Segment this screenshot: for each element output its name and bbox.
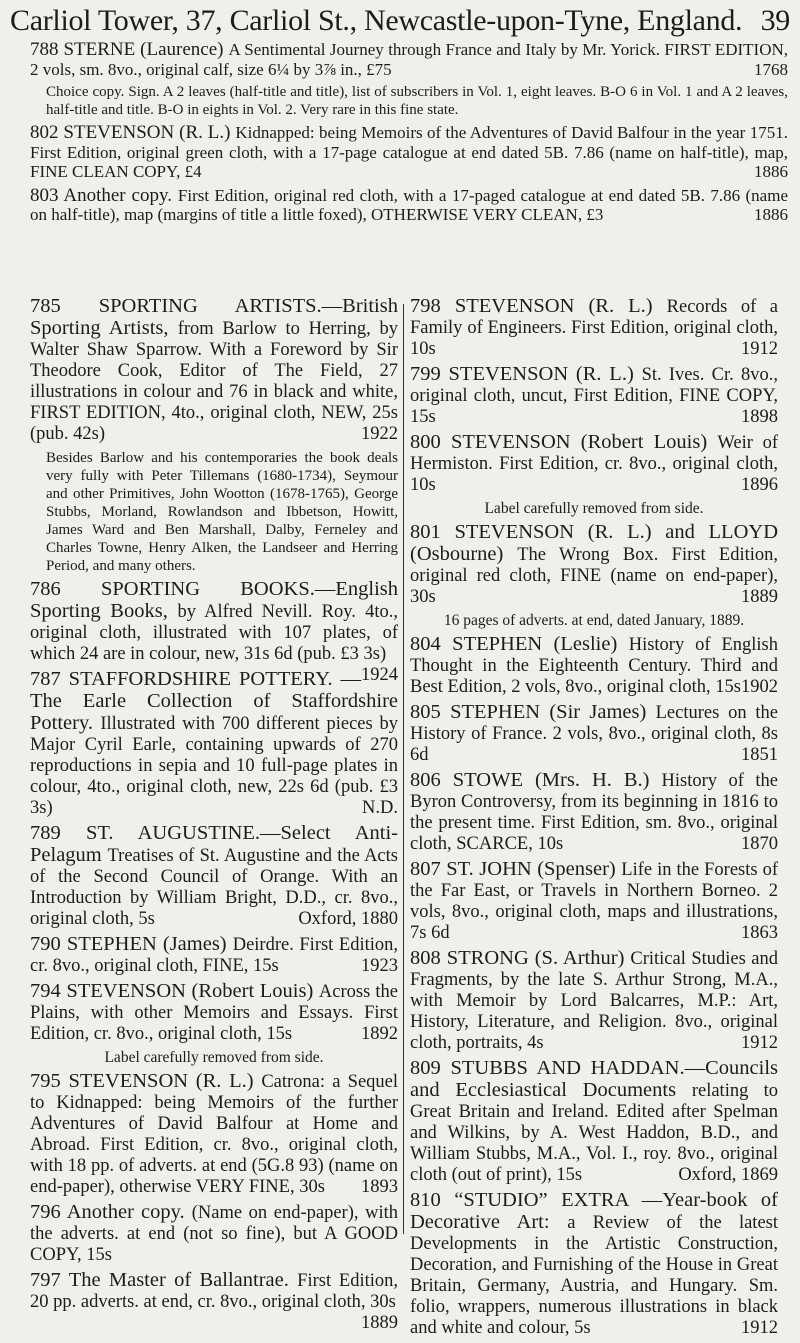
lot-date: 1912 bbox=[741, 339, 778, 359]
lot-entry bbox=[410, 859, 778, 944]
lot-title: ST. AUGUSTINE.—Select Anti-Pelagum bbox=[30, 822, 398, 866]
lot-title: STEVENSON (R. L.) bbox=[454, 295, 667, 317]
lot-date: 1912 bbox=[741, 1318, 778, 1338]
lot-title: STEVENSON (Robert Louis) bbox=[66, 980, 319, 1002]
lot-description: First Edition, original red cloth, with a 17-paged catalogue at end dated 5B. 7.86 (name on half-title), map (margins of title a little foxed), OTHERWISE VERY CLEAN, £3 bbox=[30, 185, 788, 224]
page-number: 39 bbox=[760, 4, 790, 37]
lot-subnote: Besides Barlow and his contemporaries the book deals very fully with Peter Tillemans (1680-1734), Seymour and other Primitives, John Wootton (1678-1765), George Stubbs, Morland, Rowlandson and Ibbetson, Howitt, James Ward and Ben Marshall, Dalby, Ferneley and Charles Towne, Henry Alken, the Landseer and Herring Period, and many others. bbox=[46, 450, 398, 574]
lot-number: 785 bbox=[30, 295, 99, 317]
lot-description: Kidnapped: being Memoirs of the Adventures of David Balfour in the year 1751. First Edition, original green cloth, with a 17-page catalogue at end dated 5B. 7.86 (name on half-title), map, FINE CLEAN COPY, £4 bbox=[30, 123, 788, 181]
lot-description: from Barlow to Herring, by Walter Shaw Sparrow. With a Foreword by Sir Theodore Cook, Editor of The Field, 27 illustrations in colour and 76 in black and white, FIRST EDITION, 4to., original cloth, NEW, 25s (pub. 42s) bbox=[30, 319, 398, 444]
lot-entry bbox=[410, 1058, 778, 1186]
lot-entry bbox=[410, 364, 778, 428]
top-lots bbox=[30, 40, 788, 229]
lot-title: Another copy. bbox=[66, 1201, 192, 1223]
lot-date: Oxford, 1880 bbox=[298, 909, 398, 929]
lot-entry bbox=[30, 186, 788, 225]
lot-title: “STUDIO” EXTRA —Year-book of Decorative Art: bbox=[410, 1189, 779, 1233]
lot-date: 1898 bbox=[741, 407, 778, 427]
lot-number: 799 bbox=[410, 363, 449, 385]
lot-entry bbox=[410, 634, 778, 698]
lot-title: The Master of Ballantrae. bbox=[68, 1269, 298, 1291]
lot-entry bbox=[30, 1269, 398, 1333]
lot-number: 788 bbox=[30, 39, 64, 60]
lot-description: by Alfred Nevill. Roy. 4to., original cloth, illustrated with 107 plates, of which 24 are in colour, new, 31s 6d (pub. £3 3s) bbox=[30, 602, 398, 664]
lot-note: 16 pages of adverts. at end, dated January, 1889. bbox=[443, 612, 745, 629]
lot-entry bbox=[30, 123, 788, 182]
lot-date: Oxford, 1869 bbox=[678, 1165, 778, 1185]
lot-number: 789 bbox=[30, 822, 86, 844]
lot-entry bbox=[30, 669, 398, 819]
lot-number: 803 bbox=[30, 184, 64, 206]
lot-title: STEVENSON (Robert Louis) bbox=[450, 431, 718, 453]
lot-entry bbox=[410, 948, 778, 1054]
lot-date: 1870 bbox=[741, 834, 778, 854]
lot-description: Treatises of St. Augustine and the Acts of the Second Council of Orange. With an Introduction by William Bright, D.D., cr. 8vo., original cloth, 5s bbox=[30, 846, 398, 929]
lot-date: 1851 bbox=[741, 745, 778, 765]
lot-description: Life in the Forests of the Far East, or Travels in Northern Borneo. 2 vols, 8vo., original cloth, maps and illustrations, 7s 6d bbox=[410, 860, 778, 943]
lot-description: Records of a Family of Engineers. First Edition, original cloth, 10s bbox=[410, 297, 779, 359]
page-header bbox=[0, 4, 800, 44]
lot-number: 804 bbox=[410, 633, 453, 655]
lot-entry bbox=[410, 296, 778, 360]
lot-entry bbox=[30, 1071, 398, 1198]
lot-title: STEPHEN (James) bbox=[66, 933, 233, 955]
lot-date: 1768 bbox=[754, 59, 788, 79]
lot-entry bbox=[410, 522, 778, 608]
lot-entry bbox=[30, 1202, 398, 1266]
lot-number: 798 bbox=[410, 295, 455, 317]
lot-number: 795 bbox=[30, 1070, 69, 1092]
lot-description: Weir of Hermiston. First Edition, cr. 8vo., original cloth, 10s bbox=[410, 433, 779, 495]
two-column-listing bbox=[30, 295, 788, 1338]
lot-description: a Review of the latest Developments in the Artistic Construction, Decoration, and Furnishing of the House in Great Britain, Germany, Austria, and Hungary. Sm. folio, wrappers, numerous illustrations in black and white and colour, 5s bbox=[410, 1213, 778, 1338]
lot-date: 1889 bbox=[741, 587, 778, 607]
lot-title: Another copy. bbox=[63, 184, 178, 206]
lot-entry bbox=[410, 1190, 778, 1339]
lot-title: ST. JOHN (Spenser) bbox=[446, 858, 622, 880]
lot-entry bbox=[410, 432, 778, 496]
lot-title: STERNE (Laurence) bbox=[63, 39, 229, 60]
lot-description: History of the Byron Controversy, from its beginning in 1816 to the present time. First Edition, sm. 8vo., original cloth, SCARCE, 10s bbox=[410, 771, 778, 854]
lot-number: 809 bbox=[410, 1057, 451, 1079]
lot-note: Label carefully removed from side. bbox=[104, 1049, 324, 1066]
lot-description: Critical Studies and Fragments, by the late S. Arthur Strong, M.A., with Memoir by Lord Balcarres, M.P.: Art, History, Literature, and Religion. 8vo., original cloth, portraits, 4s bbox=[410, 949, 778, 1053]
left-column bbox=[30, 296, 398, 1334]
lot-description: (Name on end-paper), with the adverts. at end (not so fine), but A GOOD COPY, 15s bbox=[30, 1203, 398, 1265]
lot-entry bbox=[30, 934, 398, 977]
lot-date: 1922 bbox=[361, 424, 398, 444]
lot-number: 810 bbox=[410, 1189, 455, 1211]
lot-description: Across the Plains, with other Memoirs and Essays. First Edition, cr. 8vo., original cloth, 15s bbox=[30, 982, 399, 1044]
bookseller-address: Carliol Tower, 37, Carliol St., Newcastle-upon-Tyne, England. bbox=[10, 4, 743, 37]
lot-title: SPORTING BOOKS.—English Sporting Books, bbox=[30, 578, 399, 622]
lot-date: 1892 bbox=[361, 1024, 398, 1044]
lot-entry bbox=[30, 823, 398, 930]
lot-number: 796 bbox=[30, 1201, 67, 1223]
lot-number: 787 bbox=[30, 668, 69, 690]
lot-title: STEPHEN (Leslie) bbox=[452, 633, 629, 655]
lot-number: 808 bbox=[410, 947, 447, 969]
lot-date: 1896 bbox=[741, 475, 778, 495]
column-divider bbox=[403, 304, 404, 1234]
lot-number: 807 bbox=[410, 858, 447, 880]
lot-note: Label carefully removed from side. bbox=[484, 500, 704, 517]
lot-description: Lectures on the History of France. 2 vols, 8vo., original cloth, 8s 6d bbox=[410, 703, 779, 765]
lot-number: 790 bbox=[30, 933, 67, 955]
lot-title: STEVENSON (R. L.) bbox=[63, 122, 236, 143]
lot-description: History of English Thought in the Eighteenth Century. Third and Best Edition, 2 vols, 8vo., original cloth, 15s bbox=[410, 635, 778, 697]
lot-date: 1902 bbox=[741, 677, 778, 697]
lot-number: 794 bbox=[30, 980, 67, 1002]
lot-description: Catrona: a Sequel to Kidnapped: being Memoirs of the further Adventures of David Balfour at Home and Abroad. First Edition, cr. 8vo., original cloth, with 18 pp. of adverts. at end (5G.8 93) (name on end-paper), otherwise VERY FINE, 30s bbox=[30, 1072, 399, 1197]
lot-title: STEVENSON (R. L.) bbox=[68, 1070, 262, 1092]
lot-number: 800 bbox=[410, 431, 451, 453]
lot-number: 797 bbox=[30, 1269, 69, 1291]
lot-description: relating to Great Britain and Ireland. Edited after Spelman and Wilkins, by A. West Haddon, B.D., and William Stubbs, M.A., Vol. I., roy. 8vo., original cloth (out of print), 15s bbox=[410, 1081, 778, 1185]
lot-title: STEPHEN (Sir James) bbox=[450, 701, 656, 723]
lot-entry bbox=[410, 702, 778, 766]
lot-title: STRONG (S. Arthur) bbox=[446, 947, 631, 969]
lot-date: 1912 bbox=[741, 1033, 778, 1053]
lot-description: A Sentimental Journey through France and Italy by Mr. Yorick. FIRST EDITION, 2 vols, sm. 8vo., original calf, size 6¼ by 3⅞ in., £75 bbox=[30, 40, 789, 79]
lot-note: Choice copy. Sign. A 2 leaves (half-title and title), list of subscribers in Vol. 1, eight leaves. B-O 6 in Vol. 1 and A 2 leaves, half-title and title. B-O in eights in Vol. 2. Very rare in this fine state. bbox=[46, 84, 788, 118]
right-column bbox=[410, 296, 778, 1343]
lot-date: 1886 bbox=[754, 205, 788, 224]
lot-entry bbox=[30, 981, 398, 1045]
lot-date: 1923 bbox=[361, 956, 398, 976]
lot-entry bbox=[30, 296, 398, 445]
lot-description: The Wrong Box. First Edition, original red cloth, FINE (name on end-paper), 30s bbox=[410, 545, 778, 607]
lot-description: Illustrated with 700 different pieces by Major Cyril Earle, containing upwards of 270 reproductions in sepia and 10 full-page plates in colour, 4to., original cloth, new, 22s 6d (pub. £3 3s) bbox=[30, 714, 398, 818]
lot-title: STUBBS AND HADDAN.—Councils and Ecclesiastical Documents bbox=[410, 1057, 778, 1101]
lot-date: 1889 bbox=[361, 1313, 398, 1333]
lot-date: 1893 bbox=[361, 1177, 398, 1197]
lot-entry bbox=[30, 40, 788, 79]
lot-date: 1924 bbox=[361, 665, 398, 685]
lot-description: St. Ives. Cr. 8vo., original cloth, uncut, First Edition, FINE COPY, 15s bbox=[410, 365, 779, 427]
lot-entry bbox=[410, 770, 778, 855]
lot-number: 786 bbox=[30, 578, 101, 600]
lot-number: 802 bbox=[30, 122, 64, 143]
lot-date: 1863 bbox=[741, 923, 778, 943]
lot-number: 801 bbox=[410, 521, 455, 543]
lot-date: 1886 bbox=[754, 162, 788, 181]
lot-number: 806 bbox=[410, 769, 453, 791]
lot-title: STEVENSON (R. L.) bbox=[448, 363, 642, 385]
lot-date: N.D. bbox=[362, 798, 398, 818]
lot-description: Deirdre. First Edition, cr. 8vo., original cloth, FINE, 15s bbox=[30, 935, 398, 976]
lot-title: STAFFORDSHIRE POTTERY. — The Earle Collection of Staffordshire Pottery. bbox=[30, 668, 398, 734]
lot-description: First Edition, 20 pp. adverts. at end, cr. 8vo., original cloth, 30s bbox=[30, 1271, 398, 1312]
lot-title: SPORTING ARTISTS.—British Sporting Artists, bbox=[30, 295, 398, 339]
lot-title: STEVENSON (R. L.) and LLOYD (Osbourne) bbox=[410, 521, 778, 565]
lot-number: 805 bbox=[410, 701, 451, 723]
lot-title: STOWE (Mrs. H. B.) bbox=[452, 769, 662, 791]
